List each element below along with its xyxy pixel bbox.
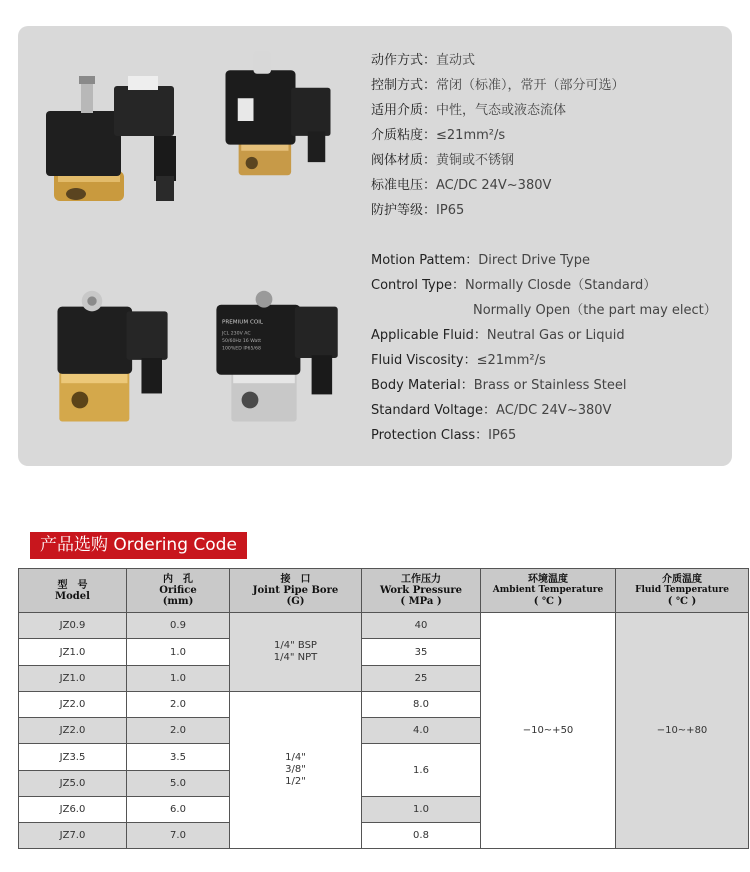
spec-en-control: Control Type：Normally Closde（Standard）	[371, 278, 657, 293]
spec-en-motion: Motion Pattem：Direct Drive Type	[371, 253, 591, 268]
coil-label-4: 100%ED IP65/68	[222, 346, 261, 352]
ambient-temp-cell: −10~+50	[481, 613, 616, 849]
orifice-cell: 1.0	[127, 639, 230, 666]
spec-en-protection: Protection Class：IP65	[371, 428, 517, 443]
model-cell: JZ3.5	[19, 744, 127, 771]
product-image-2	[208, 44, 348, 184]
product-image-4	[208, 288, 348, 428]
spec-cn-viscosity: 介质粘度：≤21mm²/s	[371, 128, 506, 143]
header-fluid-temp: 介质温度 Fluid Temperature ( ℃ )	[616, 569, 749, 613]
coil-label-1: PREMIUM COIL	[222, 319, 264, 326]
ordering-table	[18, 568, 749, 849]
pressure-cell: 4.0	[362, 718, 481, 744]
model-cell: JZ2.0	[19, 718, 127, 744]
orifice-cell: 7.0	[127, 823, 230, 849]
pressure-cell: 40	[362, 613, 481, 639]
spec-en-viscosity: Fluid Viscosity：≤21mm²/s	[371, 353, 546, 368]
spec-cn-voltage: 标准电压：AC/DC 24V~380V	[371, 178, 552, 193]
model-cell: JZ7.0	[19, 823, 127, 849]
ordering-code-title: 产品选购 Ordering Code	[30, 532, 247, 559]
pressure-cell: 8.0	[362, 692, 481, 718]
orifice-cell: 3.5	[127, 744, 230, 771]
model-cell: JZ6.0	[19, 797, 127, 823]
model-cell: JZ0.9	[19, 613, 127, 639]
header-joint: 接 口 Joint Pipe Bore (G)	[230, 569, 362, 613]
spec-cn-fluid: 适用介质：中性，气态或液态流体	[371, 103, 567, 118]
spec-cn-motion: 动作方式：直动式	[371, 53, 476, 68]
spec-list	[371, 48, 731, 448]
joint-cell-group-2: 1/4" 3/8" 1/2"	[230, 692, 362, 849]
orifice-cell: 2.0	[127, 692, 230, 718]
spec-en-voltage: Standard Voltage：AC/DC 24V~380V	[371, 403, 612, 418]
model-cell: JZ5.0	[19, 771, 127, 797]
joint-cell-group-1: 1/4" BSP 1/4" NPT	[230, 613, 362, 692]
coil-label-3: 50/60Hz 16 Watt	[222, 339, 262, 345]
header-ambient-temp: 环境温度 Ambient Temperature ( ℃ )	[481, 569, 616, 613]
model-cell: JZ1.0	[19, 666, 127, 692]
fluid-temp-cell: −10~+80	[616, 613, 749, 849]
spec-cn-protection: 防护等级：IP65	[371, 203, 465, 218]
spec-en-fluid: Applicable Fluid：Neutral Gas or Liquid	[371, 328, 625, 343]
pressure-cell: 25	[362, 666, 481, 692]
spec-cn-control: 控制方式：常闭（标准），常开（部分可选）	[371, 78, 625, 93]
pressure-cell: 35	[362, 639, 481, 666]
pressure-cell: 0.8	[362, 823, 481, 849]
spec-panel	[18, 26, 732, 466]
model-cell: JZ1.0	[19, 639, 127, 666]
spec-cn-material: 阀体材质：黄铜或不锈钢	[371, 153, 515, 168]
spec-en-control-2: Normally Open（the part may elect）	[473, 303, 717, 318]
orifice-cell: 1.0	[127, 666, 230, 692]
header-model: 型 号 Model	[19, 569, 127, 613]
orifice-cell: 6.0	[127, 797, 230, 823]
orifice-cell: 0.9	[127, 613, 230, 639]
model-cell: JZ2.0	[19, 692, 127, 718]
pressure-cell: 1.0	[362, 797, 481, 823]
coil-label-2: JCL 230V AC	[222, 331, 251, 337]
header-pressure: 工作压力 Work Pressure ( MPa )	[362, 569, 481, 613]
product-image-3	[36, 288, 176, 428]
spec-en-material: Body Material：Brass or Stainless Steel	[371, 378, 627, 393]
product-image-1	[36, 66, 176, 206]
orifice-cell: 5.0	[127, 771, 230, 797]
pressure-cell: 1.6	[362, 744, 481, 797]
orifice-cell: 2.0	[127, 718, 230, 744]
header-orifice: 内 孔 Orifice (mm)	[127, 569, 230, 613]
